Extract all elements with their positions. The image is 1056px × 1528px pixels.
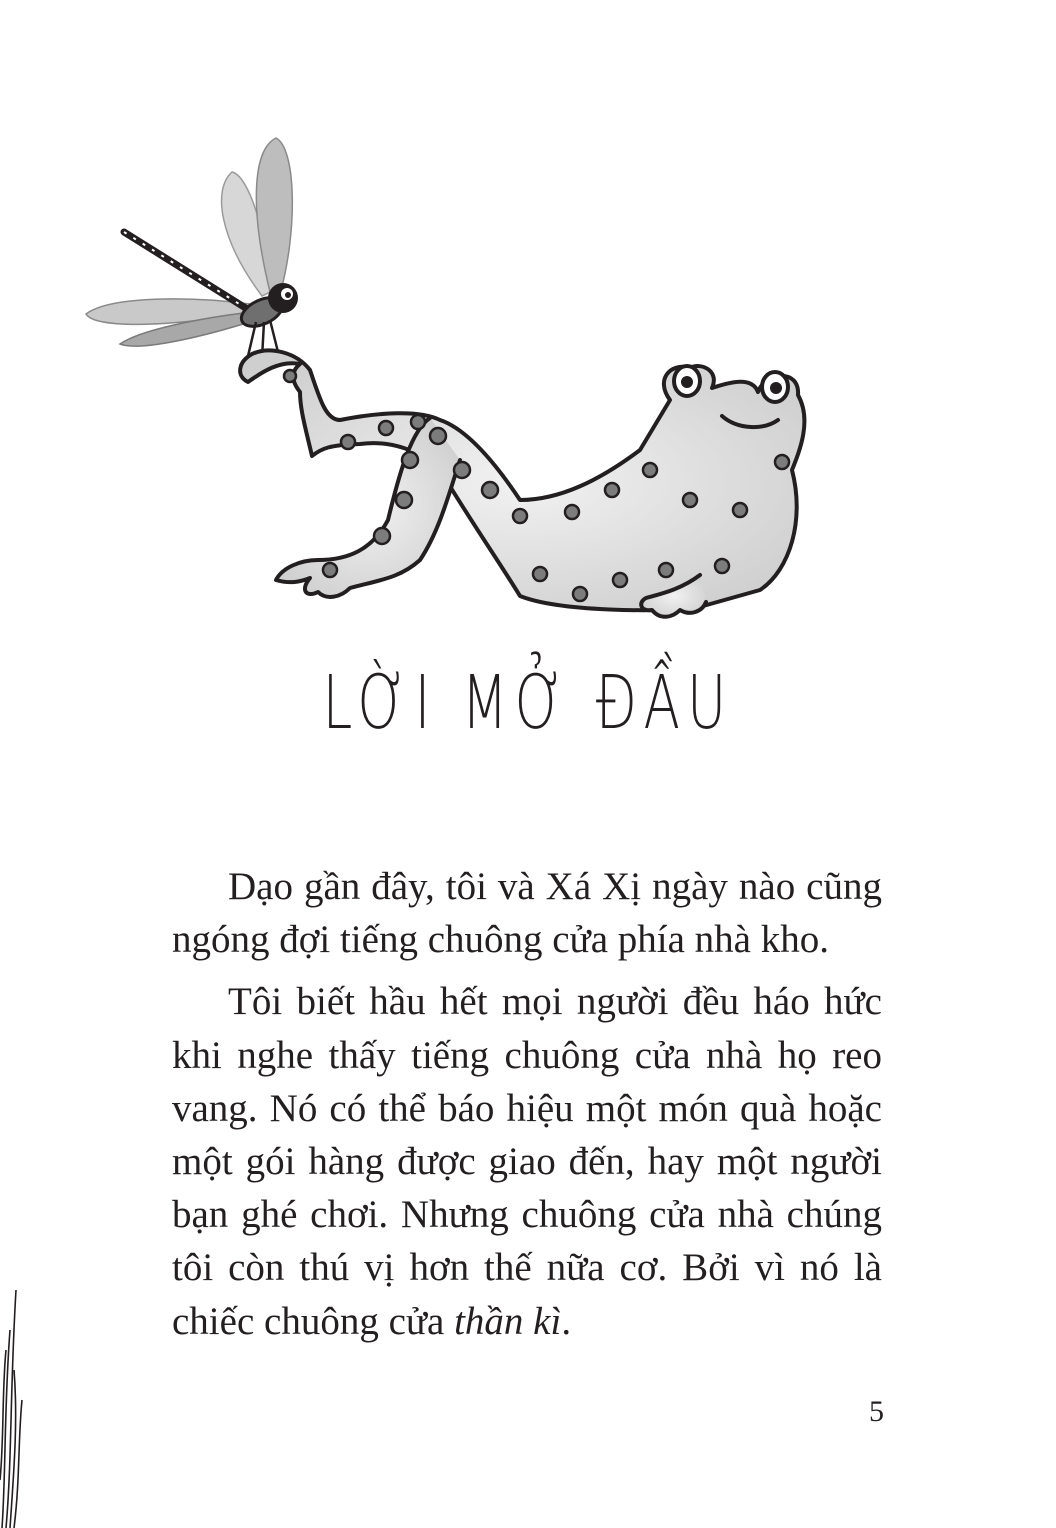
paragraph-2 (172, 975, 882, 1347)
body-text (172, 860, 882, 1348)
dragonfly-icon (86, 138, 298, 358)
page-number: 5 (869, 1395, 884, 1428)
chapter-title: LỜI MỞ ĐẦU (322, 660, 734, 746)
grass-sketch-icon (0, 1270, 30, 1528)
frog-dragonfly-illustration (0, 0, 1056, 640)
emphasis-text: thần kì (454, 1299, 562, 1343)
paragraph-1: Dạo gần đây, tôi và Xá Xị ngày nào cũng ngóng đợi tiếng chuông cửa phía nhà kho. (172, 865, 882, 962)
frog-icon (240, 351, 804, 617)
paragraph-2-text: Tôi biết hầu hết mọi người đều háo hức khi nghe thấy tiếng chuông cửa nhà họ reo vang. Nó có thể báo hiệu một món quà hoặc một gói hàng được giao đến, hay một người bạn ghé chơi. Nhưng chuông cửa nhà chúng tôi còn thú vị hơn thế nữa cơ. Bởi vì nó là chiếc chuông cửa (172, 980, 882, 1343)
paragraph-2-tail: . (561, 1299, 572, 1343)
